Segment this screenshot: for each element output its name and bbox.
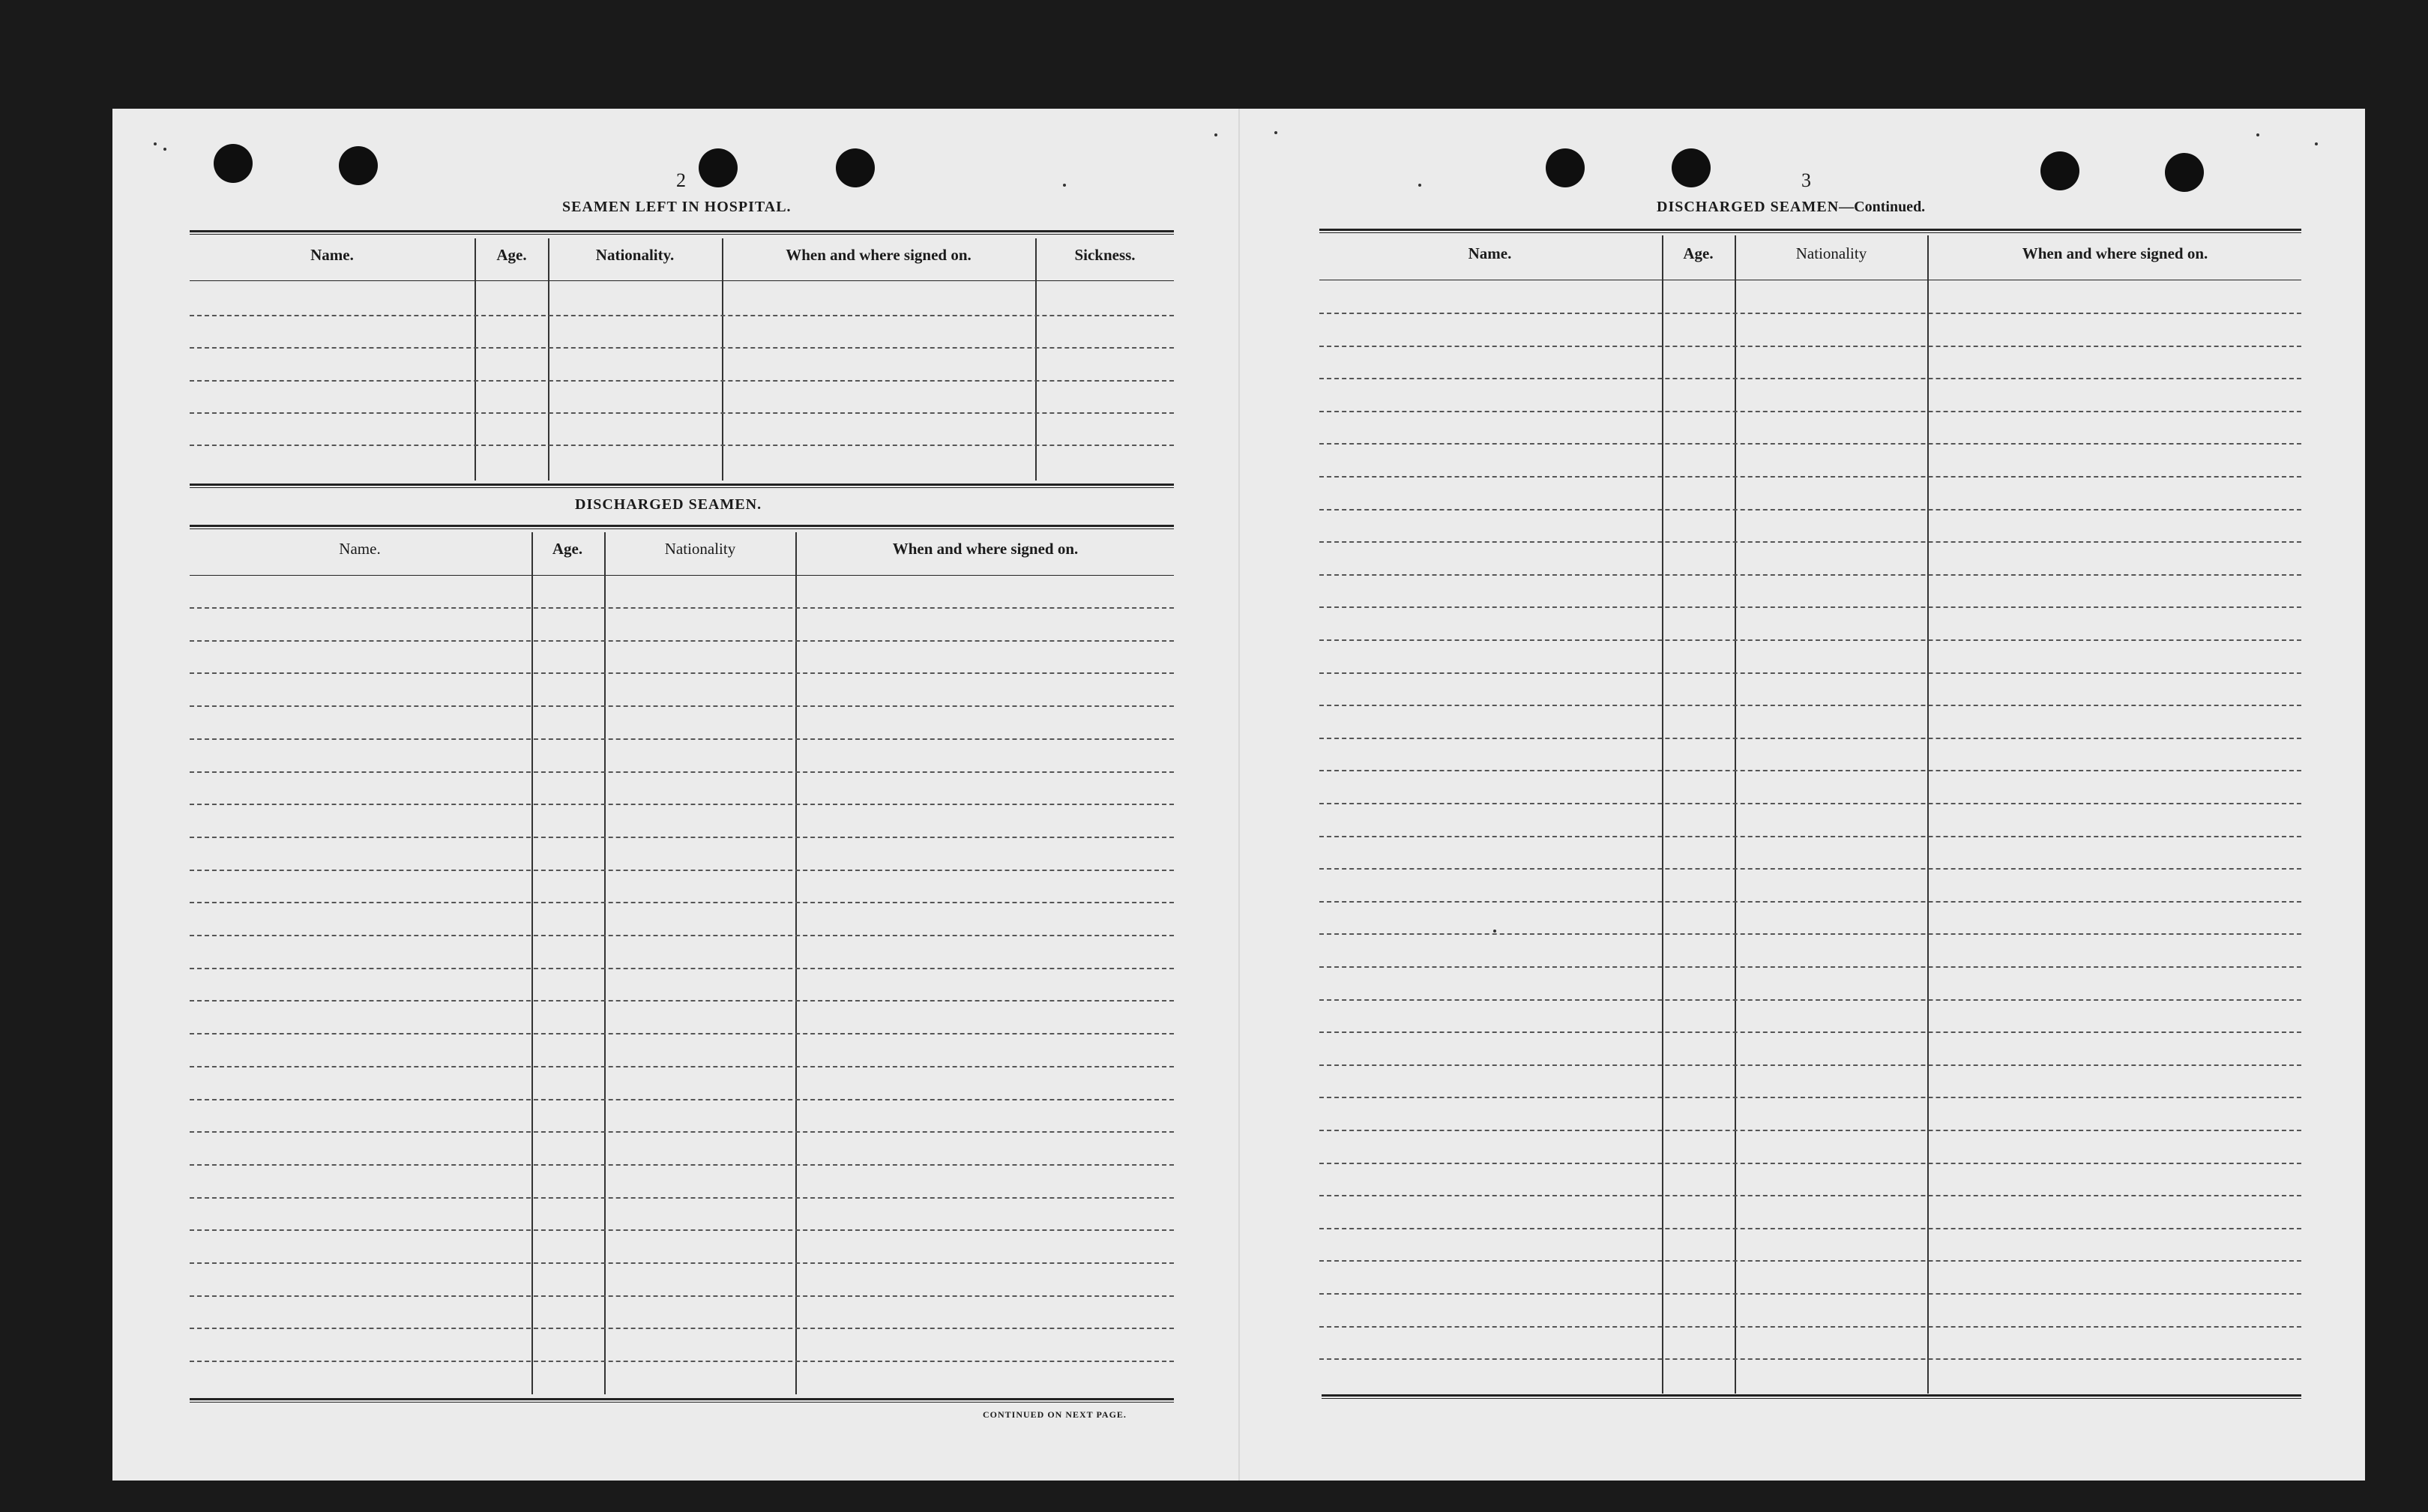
discharged-col-age: Age. <box>552 540 583 558</box>
ruled-entry-line <box>190 902 1174 903</box>
ruled-entry-line <box>190 705 1174 707</box>
discharged-bottom-rule <box>190 1398 1174 1403</box>
ruled-entry-line <box>1319 378 2301 379</box>
continued-title-main: DISCHARGED SEAMEN <box>1657 199 1840 215</box>
scan-speck <box>1214 133 1217 136</box>
discharged-header-rule <box>190 575 1174 576</box>
punch-hole <box>2165 153 2204 192</box>
ruled-entry-line <box>1319 1260 2301 1262</box>
scan-speck <box>1274 131 1277 134</box>
page-number-left: 2 <box>676 169 686 191</box>
discharged-col-when-where: When and where signed on. <box>892 540 1079 558</box>
ruled-entry-line <box>1319 1097 2301 1098</box>
scan-speck <box>163 148 166 151</box>
right-bottom-rule <box>1322 1394 2301 1399</box>
hospital-header-rule <box>190 280 1174 281</box>
ruled-entry-line <box>190 347 1174 349</box>
ruled-entry-line <box>1319 770 2301 771</box>
right-col-divider <box>1735 235 1736 1394</box>
ruled-entry-line <box>190 315 1174 316</box>
ruled-entry-line <box>1319 966 2301 968</box>
ruled-entry-line <box>190 804 1174 805</box>
scan-speck <box>154 142 157 145</box>
ruled-entry-line <box>190 1229 1174 1231</box>
ruled-entry-line <box>1319 541 2301 543</box>
page-number-right: 3 <box>1801 169 1811 191</box>
right-col-when-where: When and where signed on. <box>2022 244 2208 262</box>
hospital-col-when-where: When and where signed on. <box>786 246 971 264</box>
hospital-col-name: Name. <box>310 246 354 264</box>
scan-speck <box>1493 930 1496 933</box>
ruled-entry-line <box>190 1033 1174 1034</box>
discharged-col-nationality: Nationality <box>664 540 736 558</box>
punch-hole <box>2040 151 2079 190</box>
right-col-divider <box>1662 235 1663 1394</box>
page-fold <box>1238 109 1240 1481</box>
right-col-age: Age. <box>1683 244 1714 262</box>
ruled-entry-line <box>1319 639 2301 641</box>
ruled-entry-line <box>1319 803 2301 804</box>
ruled-entry-line <box>1319 443 2301 445</box>
ruled-entry-line <box>190 1131 1174 1133</box>
ruled-entry-line <box>190 1262 1174 1264</box>
ruled-entry-line <box>1319 1163 2301 1164</box>
ruled-entry-line <box>1319 901 2301 903</box>
discharged-col-divider <box>795 532 797 1394</box>
punch-hole <box>339 146 378 185</box>
hospital-top-rule <box>190 230 1174 235</box>
ruled-entry-line <box>1319 933 2301 935</box>
scan-speck <box>1063 184 1066 187</box>
continued-title-suffix: —Continued. <box>1839 199 1926 215</box>
hospital-bottom-rule <box>190 484 1174 488</box>
discharged-section-title: DISCHARGED SEAMEN. <box>575 496 762 513</box>
ruled-entry-line <box>1319 509 2301 510</box>
ruled-entry-line <box>1319 1228 2301 1229</box>
ruled-entry-line <box>190 445 1174 446</box>
punch-hole <box>836 148 875 187</box>
hospital-section-title: SEAMEN LEFT IN HOSPITAL. <box>562 199 792 215</box>
ruled-entry-line <box>1319 999 2301 1001</box>
ruled-entry-line <box>190 640 1174 642</box>
discharged-col-divider <box>531 532 533 1394</box>
scan-speck <box>1418 184 1421 187</box>
right-col-nationality: Nationality <box>1795 244 1867 262</box>
ruled-entry-line <box>190 607 1174 609</box>
ruled-entry-line <box>190 738 1174 740</box>
ruled-entry-line <box>190 412 1174 414</box>
ruled-entry-line <box>190 1099 1174 1100</box>
ruled-entry-line <box>1319 705 2301 706</box>
ruled-entry-line <box>1319 1130 2301 1131</box>
ruled-entry-line <box>1319 1064 2301 1066</box>
ruled-entry-line <box>190 935 1174 936</box>
ruled-entry-line <box>190 1164 1174 1166</box>
ruled-entry-line <box>1319 738 2301 739</box>
continued-section-title <box>1657 199 1925 216</box>
scan-speck <box>2256 133 2259 136</box>
ruled-entry-line <box>1319 1326 2301 1328</box>
ruled-entry-line <box>190 1197 1174 1199</box>
ruled-entry-line <box>1319 574 2301 576</box>
punch-hole <box>214 144 253 183</box>
ruled-entry-line <box>1319 868 2301 870</box>
punch-hole <box>1672 148 1711 187</box>
ruled-entry-line <box>1319 1031 2301 1033</box>
punch-hole <box>699 148 738 187</box>
ruled-entry-line <box>190 870 1174 871</box>
hospital-col-age: Age. <box>496 246 527 264</box>
ruled-entry-line <box>1319 1358 2301 1360</box>
ruled-entry-line <box>1319 346 2301 347</box>
ruled-entry-line <box>190 1000 1174 1002</box>
ruled-entry-line <box>1319 411 2301 412</box>
discharged-col-divider <box>604 532 606 1394</box>
right-col-divider <box>1927 235 1929 1394</box>
ruled-entry-line <box>1319 1293 2301 1295</box>
hospital-col-nationality: Nationality. <box>595 246 675 264</box>
right-top-rule <box>1319 229 2301 233</box>
ruled-entry-line <box>190 1361 1174 1362</box>
ruled-entry-line <box>190 1066 1174 1067</box>
ruled-entry-line <box>190 380 1174 382</box>
ruled-entry-line <box>190 672 1174 674</box>
discharged-col-name: Name. <box>339 540 381 558</box>
ruled-entry-line <box>1319 1195 2301 1196</box>
scan-speck <box>2315 142 2318 145</box>
ruled-entry-line <box>1319 672 2301 674</box>
right-col-name: Name. <box>1468 244 1512 262</box>
ruled-entry-line <box>190 837 1174 838</box>
punch-hole <box>1546 148 1585 187</box>
discharged-top-rule <box>190 525 1174 529</box>
hospital-col-sickness: Sickness. <box>1074 246 1136 264</box>
ruled-entry-line <box>190 771 1174 773</box>
ruled-entry-line <box>1319 836 2301 837</box>
continued-footer: CONTINUED ON NEXT PAGE. <box>983 1409 1127 1420</box>
ruled-entry-line <box>1319 606 2301 608</box>
ruled-entry-line <box>190 1295 1174 1297</box>
ruled-entry-line <box>190 968 1174 969</box>
ruled-entry-line <box>1319 313 2301 314</box>
ruled-entry-line <box>190 1328 1174 1329</box>
ruled-entry-line <box>1319 476 2301 478</box>
